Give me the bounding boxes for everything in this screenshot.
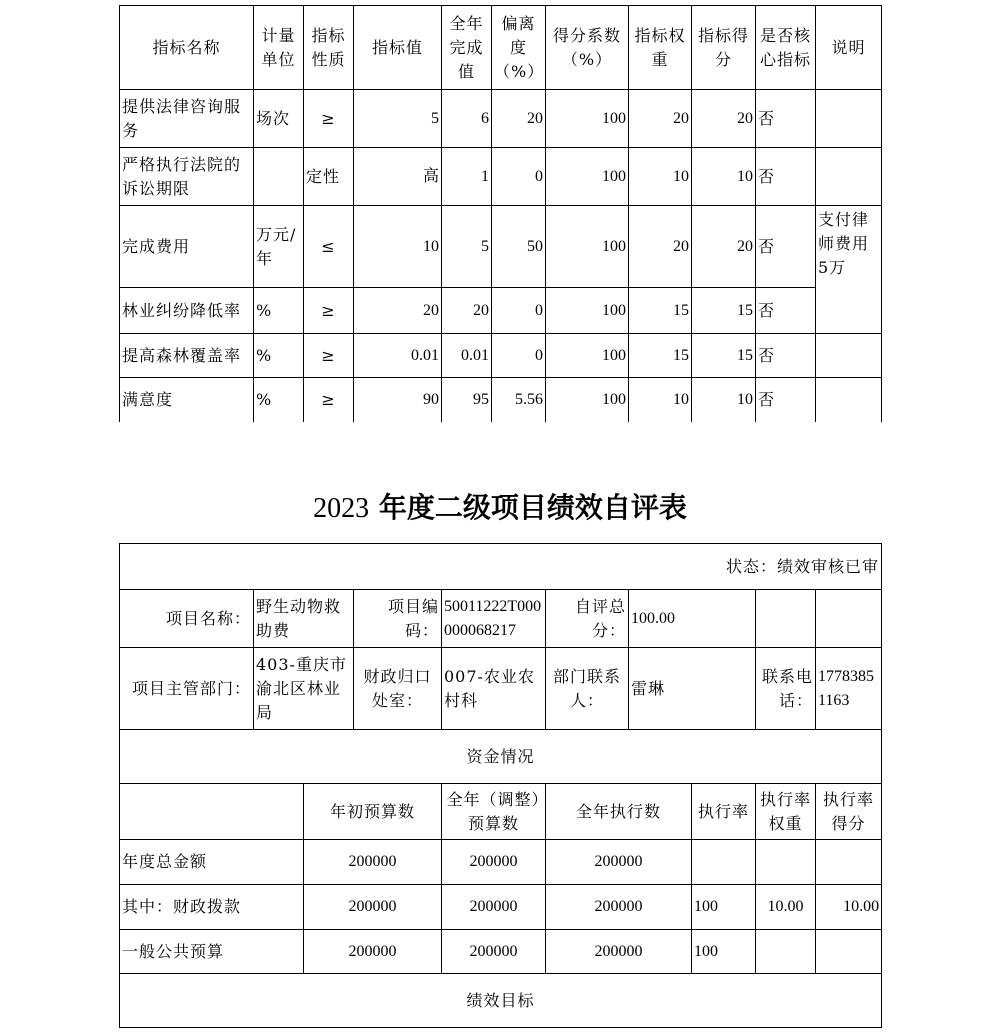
evaluation-table bbox=[119, 543, 882, 1028]
contact-value: 雷琳 bbox=[629, 648, 756, 730]
indicator-core: 否 bbox=[756, 148, 816, 206]
fund-row-label: 年度总金额 bbox=[120, 840, 304, 885]
indicator-core: 否 bbox=[756, 206, 816, 288]
fund-rate-score bbox=[816, 930, 882, 974]
fund-rate-score bbox=[816, 840, 882, 885]
indicator-score: 10 bbox=[692, 378, 756, 422]
indicator-deviation: 50 bbox=[492, 206, 546, 288]
fund-header-rate-weight: 执行率权重 bbox=[756, 784, 816, 840]
fund-executed: 200000 bbox=[546, 885, 692, 930]
empty-cell bbox=[120, 784, 304, 840]
indicator-actual: 0.01 bbox=[442, 334, 492, 378]
indicator-unit: 万元/年 bbox=[254, 206, 304, 288]
indicator-target: 0.01 bbox=[354, 334, 442, 378]
project-code-label: 项目编码： bbox=[354, 590, 442, 648]
indicator-coef: 100 bbox=[546, 288, 629, 334]
fund-section-title: 资金情况 bbox=[120, 730, 882, 784]
indicator-target: 90 bbox=[354, 378, 442, 422]
table-row bbox=[120, 288, 882, 334]
goal-section-title: 绩效目标 bbox=[120, 974, 882, 1028]
indicator-score: 15 bbox=[692, 334, 756, 378]
header-core: 是否核心指标 bbox=[756, 6, 816, 90]
fund-adjusted: 200000 bbox=[442, 930, 546, 974]
indicator-deviation: 0 bbox=[492, 334, 546, 378]
indicator-note bbox=[816, 378, 882, 422]
indicator-actual: 20 bbox=[442, 288, 492, 334]
indicator-core: 否 bbox=[756, 90, 816, 148]
indicator-unit: 场次 bbox=[254, 90, 304, 148]
fund-rate-weight bbox=[756, 930, 816, 974]
self-score-value: 100.00 bbox=[629, 590, 756, 648]
indicator-actual: 1 bbox=[442, 148, 492, 206]
fund-header-initial: 年初预算数 bbox=[304, 784, 442, 840]
indicator-name: 完成费用 bbox=[120, 206, 254, 288]
fund-adjusted: 200000 bbox=[442, 885, 546, 930]
indicator-core: 否 bbox=[756, 288, 816, 334]
table-row bbox=[120, 334, 882, 378]
project-name-row bbox=[120, 590, 882, 648]
project-name-label: 项目名称： bbox=[120, 590, 254, 648]
header-unit: 计量单位 bbox=[254, 6, 304, 90]
indicator-nature: ≥ bbox=[304, 334, 354, 378]
fund-adjusted: 200000 bbox=[442, 840, 546, 885]
indicator-name: 提供法律咨询服务 bbox=[120, 90, 254, 148]
indicator-score: 15 bbox=[692, 288, 756, 334]
indicator-target: 5 bbox=[354, 90, 442, 148]
page-title bbox=[0, 488, 1000, 529]
table-row bbox=[120, 148, 882, 206]
header-score: 指标得分 bbox=[692, 6, 756, 90]
finance-label: 财政归口处室： bbox=[354, 648, 442, 730]
empty-cell bbox=[756, 590, 816, 648]
department-row bbox=[120, 648, 882, 730]
status-text: 状态：绩效审核已审 bbox=[120, 544, 882, 590]
indicator-coef: 100 bbox=[546, 148, 629, 206]
fund-rate-weight bbox=[756, 840, 816, 885]
indicator-weight: 10 bbox=[629, 148, 692, 206]
indicator-nature: ≤ bbox=[304, 206, 354, 288]
status-row bbox=[120, 544, 882, 590]
indicator-actual: 6 bbox=[442, 90, 492, 148]
indicator-unit: % bbox=[254, 334, 304, 378]
header-actual: 全年完成值 bbox=[442, 6, 492, 90]
indicator-deviation: 20 bbox=[492, 90, 546, 148]
dept-label: 项目主管部门： bbox=[120, 648, 254, 730]
indicator-nature: ≥ bbox=[304, 288, 354, 334]
indicator-name: 满意度 bbox=[120, 378, 254, 422]
goal-section-row bbox=[120, 974, 882, 1028]
title-year: 2023 bbox=[313, 493, 370, 524]
project-code-value: 50011222T000000068217 bbox=[442, 590, 546, 648]
indicator-score: 20 bbox=[692, 206, 756, 288]
indicator-weight: 20 bbox=[629, 206, 692, 288]
indicator-deviation: 0 bbox=[492, 148, 546, 206]
indicator-actual: 95 bbox=[442, 378, 492, 422]
fund-header-executed: 全年执行数 bbox=[546, 784, 692, 840]
header-weight: 指标权重 bbox=[629, 6, 692, 90]
fund-executed: 200000 bbox=[546, 930, 692, 974]
fund-header-rate-score: 执行率得分 bbox=[816, 784, 882, 840]
fund-header-rate: 执行率 bbox=[692, 784, 756, 840]
indicator-target: 20 bbox=[354, 288, 442, 334]
header-deviation: 偏离度（%） bbox=[492, 6, 546, 90]
indicator-weight: 15 bbox=[629, 288, 692, 334]
fund-rate bbox=[692, 840, 756, 885]
indicator-nature: ≥ bbox=[304, 90, 354, 148]
indicator-coef: 100 bbox=[546, 378, 629, 422]
header-coef: 得分系数（%） bbox=[546, 6, 629, 90]
fund-section-row bbox=[120, 730, 882, 784]
indicator-table bbox=[119, 5, 882, 422]
fund-rate: 100 bbox=[692, 930, 756, 974]
fund-initial: 200000 bbox=[304, 840, 442, 885]
self-score-label: 自评总分： bbox=[546, 590, 629, 648]
table-row bbox=[120, 840, 882, 885]
dept-value: 403-重庆市渝北区林业局 bbox=[254, 648, 354, 730]
header-target: 指标值 bbox=[354, 6, 442, 90]
indicator-core: 否 bbox=[756, 378, 816, 422]
indicator-target: 高 bbox=[354, 148, 442, 206]
indicator-note bbox=[816, 90, 882, 148]
indicator-note: 支付律师费用5万 bbox=[816, 206, 882, 334]
fund-initial: 200000 bbox=[304, 930, 442, 974]
indicator-core: 否 bbox=[756, 334, 816, 378]
indicator-name: 林业纠纷降低率 bbox=[120, 288, 254, 334]
indicator-note bbox=[816, 148, 882, 206]
indicator-target: 10 bbox=[354, 206, 442, 288]
empty-cell bbox=[816, 590, 882, 648]
indicator-note bbox=[816, 334, 882, 378]
table-row bbox=[120, 90, 882, 148]
phone-value: 17783851163 bbox=[816, 648, 882, 730]
header-indicator-name: 指标名称 bbox=[120, 6, 254, 90]
indicator-unit: % bbox=[254, 288, 304, 334]
fund-header-row bbox=[120, 784, 882, 840]
indicator-weight: 10 bbox=[629, 378, 692, 422]
indicator-coef: 100 bbox=[546, 90, 629, 148]
indicator-coef: 100 bbox=[546, 206, 629, 288]
indicator-nature: ≥ bbox=[304, 378, 354, 422]
fund-initial: 200000 bbox=[304, 885, 442, 930]
table-row bbox=[120, 930, 882, 974]
table-row bbox=[120, 378, 882, 422]
fund-rate-weight: 10.00 bbox=[756, 885, 816, 930]
fund-header-adjusted: 全年（调整）预算数 bbox=[442, 784, 546, 840]
phone-label: 联系电话： bbox=[756, 648, 816, 730]
table-row bbox=[120, 206, 882, 288]
header-nature: 指标性质 bbox=[304, 6, 354, 90]
table-row bbox=[120, 885, 882, 930]
indicator-name: 提高森林覆盖率 bbox=[120, 334, 254, 378]
header-note: 说明 bbox=[816, 6, 882, 90]
indicator-weight: 20 bbox=[629, 90, 692, 148]
contact-label: 部门联系人： bbox=[546, 648, 629, 730]
indicator-coef: 100 bbox=[546, 334, 629, 378]
title-text: 年度二级项目绩效自评表 bbox=[378, 491, 687, 524]
fund-row-label: 一般公共预算 bbox=[120, 930, 304, 974]
indicator-deviation: 0 bbox=[492, 288, 546, 334]
indicator-header-row bbox=[120, 6, 882, 90]
fund-rate: 100 bbox=[692, 885, 756, 930]
indicator-actual: 5 bbox=[442, 206, 492, 288]
indicator-unit: % bbox=[254, 378, 304, 422]
indicator-score: 10 bbox=[692, 148, 756, 206]
indicator-name: 严格执行法院的诉讼期限 bbox=[120, 148, 254, 206]
indicator-nature: 定性 bbox=[304, 148, 354, 206]
indicator-deviation: 5.56 bbox=[492, 378, 546, 422]
fund-executed: 200000 bbox=[546, 840, 692, 885]
finance-value: 007-农业农村科 bbox=[442, 648, 546, 730]
indicator-weight: 15 bbox=[629, 334, 692, 378]
indicator-unit bbox=[254, 148, 304, 206]
project-name-value: 野生动物救助费 bbox=[254, 590, 354, 648]
fund-row-label: 其中：财政拨款 bbox=[120, 885, 304, 930]
fund-rate-score: 10.00 bbox=[816, 885, 882, 930]
indicator-score: 20 bbox=[692, 90, 756, 148]
